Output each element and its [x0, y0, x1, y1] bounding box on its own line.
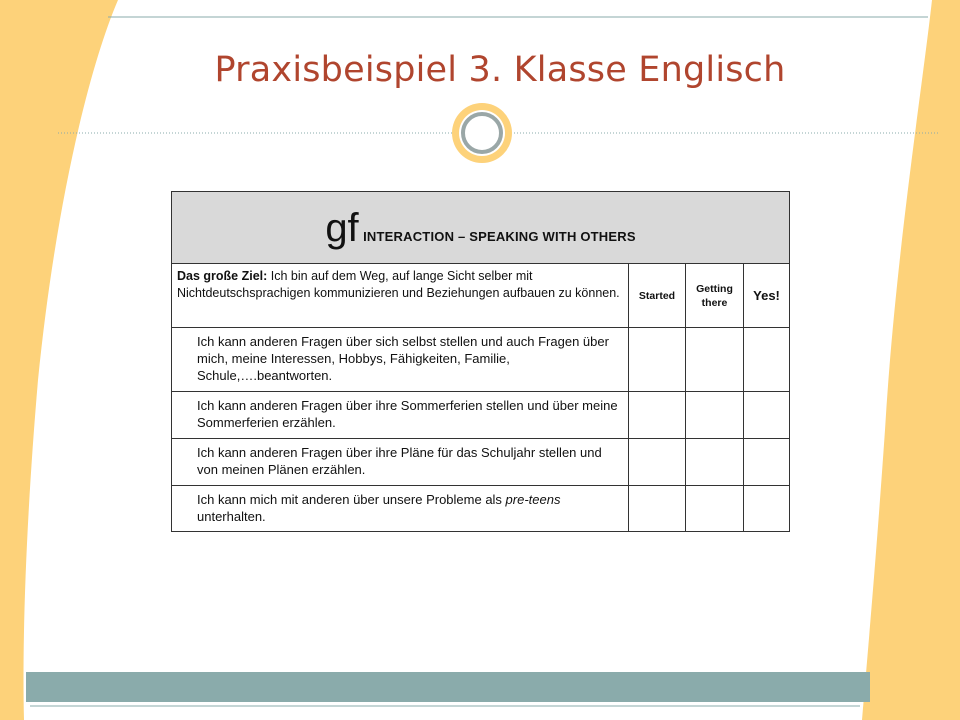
checkbox-started[interactable]: [629, 439, 686, 486]
statement-text-italic: pre-teens: [505, 492, 561, 507]
table-header: [172, 192, 790, 264]
header-gf: gf: [325, 205, 359, 250]
ring-ornament: [452, 103, 512, 163]
statement-text-end: unterhalten.: [197, 509, 266, 524]
goal-text: Ich bin auf dem Weg, auf lange Sicht selber mit Nichtdeutschsprachigen kommunizieren und Beziehungen aufbauen zu können.: [177, 269, 620, 300]
checkbox-getting-there[interactable]: [686, 328, 744, 392]
goal-cell: [172, 264, 629, 328]
slide-title: Praxisbeispiel 3. Klasse Englisch: [214, 50, 786, 90]
checkbox-started[interactable]: [629, 392, 686, 439]
checkbox-yes[interactable]: [744, 328, 790, 392]
level-started: Started: [629, 264, 686, 328]
right-yellow-wave: [862, 0, 960, 720]
left-yellow-wave: [0, 0, 118, 720]
checkbox-getting-there[interactable]: [686, 392, 744, 439]
table-row: [172, 486, 790, 532]
statement-text: [172, 486, 629, 532]
level-getting-there: Getting there: [686, 264, 744, 328]
checkbox-yes[interactable]: [744, 392, 790, 439]
checkbox-yes[interactable]: [744, 486, 790, 532]
checkbox-started[interactable]: [629, 328, 686, 392]
table-row: [172, 328, 790, 392]
table-row: [172, 392, 790, 439]
header-subtitle: INTERACTION – SPEAKING WITH OTHERS: [363, 228, 636, 244]
footer-bar: [26, 672, 870, 702]
table-row: [172, 439, 790, 486]
statement-text: Ich kann anderen Fragen über sich selbst stellen und auch Fragen über mich, meine Interessen, Hobbys, Fähigkeiten, Familie, Schule,….beantworten.: [172, 328, 629, 392]
checkbox-started[interactable]: [629, 486, 686, 532]
level-yes: Yes!: [744, 264, 790, 328]
checkbox-getting-there[interactable]: [686, 486, 744, 532]
checkbox-getting-there[interactable]: [686, 439, 744, 486]
statement-text: Ich kann anderen Fragen über ihre Sommerferien stellen und über meine Sommerferien erzählen.: [172, 392, 629, 439]
checkbox-yes[interactable]: [744, 439, 790, 486]
self-assessment-table: [171, 191, 790, 532]
statement-text-start: Ich kann mich mit anderen über unsere Probleme als: [197, 492, 506, 507]
statement-text: Ich kann anderen Fragen über ihre Pläne für das Schuljahr stellen und von meinen Plänen erzählen.: [172, 439, 629, 486]
goal-label: Das große Ziel:: [177, 269, 268, 283]
